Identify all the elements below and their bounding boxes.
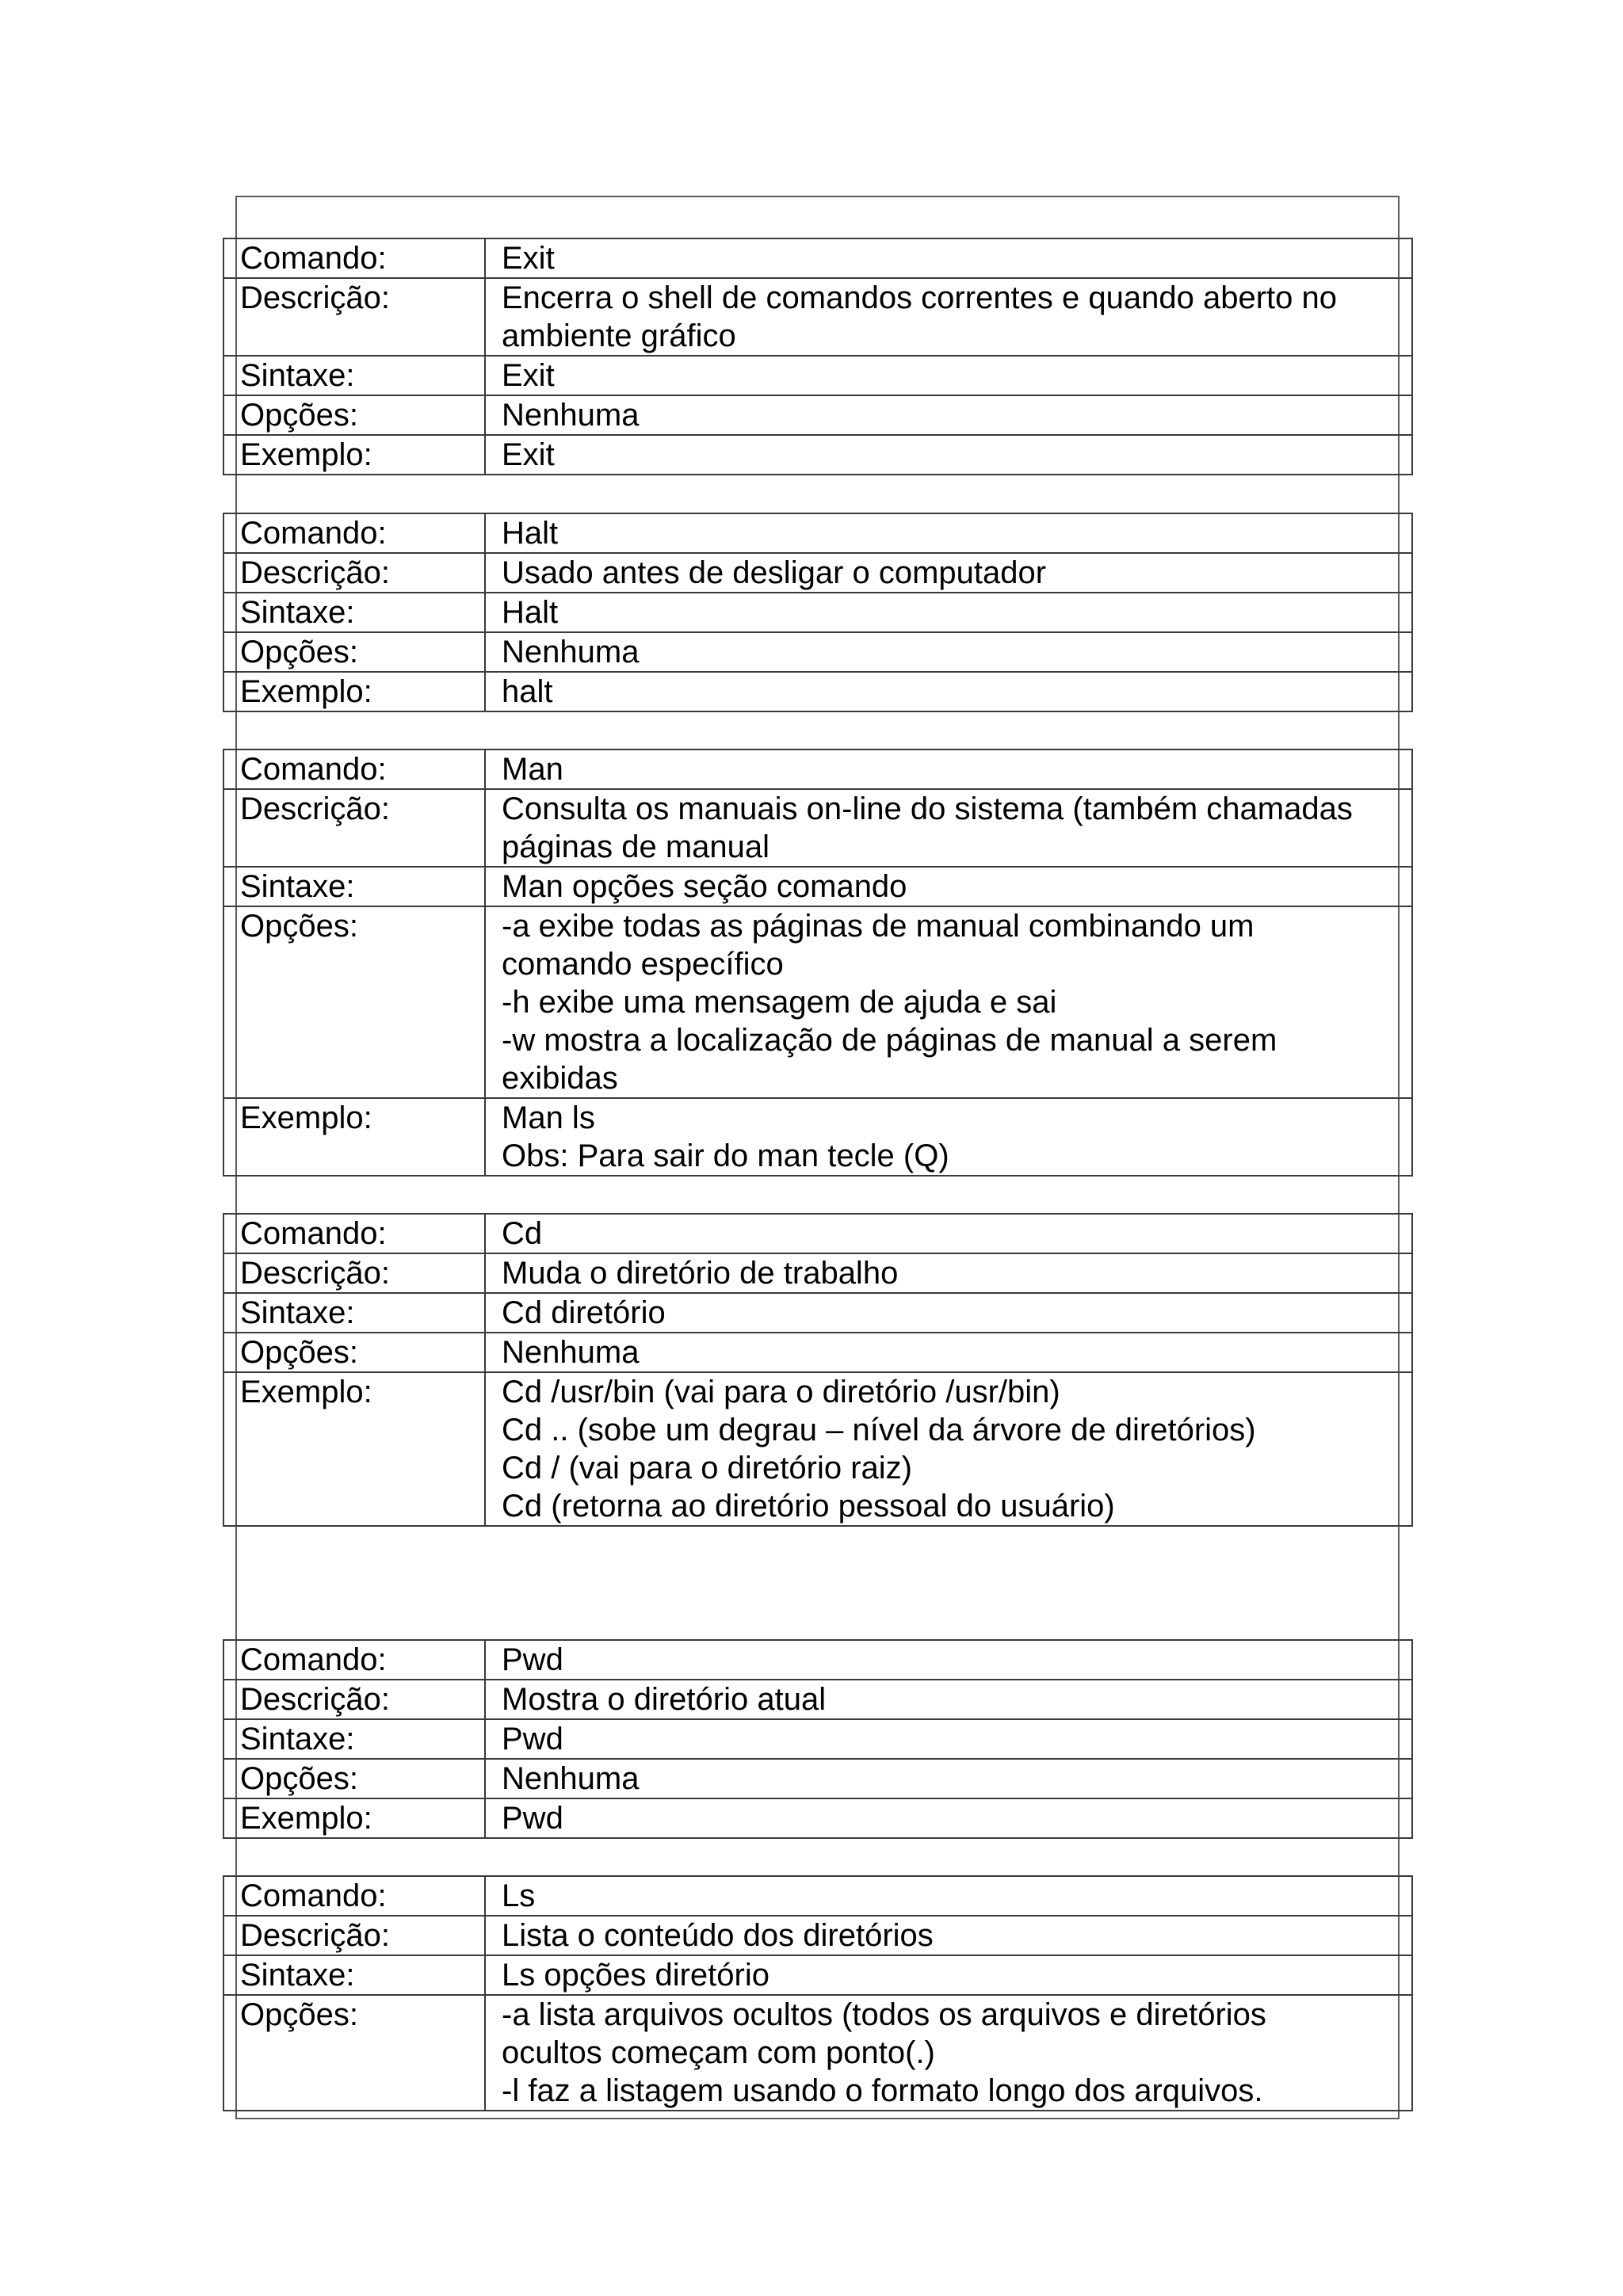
field-value: Exit xyxy=(485,238,1412,278)
field-value: Nenhuma xyxy=(485,1333,1412,1372)
field-value: Nenhuma xyxy=(485,632,1412,672)
field-label: Comando: xyxy=(223,1214,485,1253)
table-row xyxy=(223,1214,1412,1253)
field-label: Comando: xyxy=(223,749,485,789)
field-value: -a exibe todas as páginas de manual combinando um comando específico -h exibe uma mensagem de ajuda e sai -w mostra a localização de páginas de manual a serem exibidas xyxy=(485,906,1412,1098)
table-row xyxy=(223,1798,1412,1838)
field-label: Sintaxe: xyxy=(223,1293,485,1333)
field-label: Descrição: xyxy=(223,789,485,867)
field-label: Descrição: xyxy=(223,553,485,593)
field-value: Mostra o diretório atual xyxy=(485,1680,1412,1719)
field-label: Exemplo: xyxy=(223,1372,485,1526)
table-row xyxy=(223,1253,1412,1293)
table-row xyxy=(223,1955,1412,1995)
command-table-ls xyxy=(223,1875,1413,2111)
field-value: Exit xyxy=(485,356,1412,395)
field-value: Man opções seção comando xyxy=(485,867,1412,906)
table-row xyxy=(223,238,1412,278)
table-row xyxy=(223,1680,1412,1719)
field-label: Descrição: xyxy=(223,1916,485,1955)
field-value: Halt xyxy=(485,593,1412,632)
field-value: Man xyxy=(485,749,1412,789)
table-row xyxy=(223,1876,1412,1916)
field-label: Descrição: xyxy=(223,1253,485,1293)
command-table-man xyxy=(223,749,1413,1177)
field-value: Exit xyxy=(485,435,1412,475)
field-label: Opções: xyxy=(223,1995,485,2111)
field-label: Opções: xyxy=(223,906,485,1098)
table-row xyxy=(223,356,1412,395)
field-label: Comando: xyxy=(223,238,485,278)
field-label: Sintaxe: xyxy=(223,867,485,906)
field-label: Opções: xyxy=(223,632,485,672)
table-row xyxy=(223,1719,1412,1759)
field-value: Consulta os manuais on-line do sistema (também chamadas páginas de manual xyxy=(485,789,1412,867)
field-value: Cd /usr/bin (vai para o diretório /usr/bin) Cd .. (sobe um degrau – nível da árvore de diretórios) Cd / (vai para o diretório raiz) Cd (retorna ao diretório pessoal do usuário) xyxy=(485,1372,1412,1526)
table-row xyxy=(223,553,1412,593)
table-row xyxy=(223,278,1412,356)
table-row xyxy=(223,395,1412,435)
table-row xyxy=(223,749,1412,789)
field-value: Halt xyxy=(485,513,1412,553)
field-label: Descrição: xyxy=(223,1680,485,1719)
field-value: Pwd xyxy=(485,1640,1412,1680)
command-table-halt xyxy=(223,513,1413,712)
table-row xyxy=(223,1333,1412,1372)
field-value: Usado antes de desligar o computador xyxy=(485,553,1412,593)
field-label: Sintaxe: xyxy=(223,1719,485,1759)
table-row xyxy=(223,1995,1412,2111)
command-table-pwd xyxy=(223,1639,1413,1839)
field-value: Nenhuma xyxy=(485,395,1412,435)
table-row xyxy=(223,867,1412,906)
table-row xyxy=(223,1098,1412,1176)
field-value: Cd diretório xyxy=(485,1293,1412,1333)
field-value: halt xyxy=(485,672,1412,711)
field-label: Exemplo: xyxy=(223,1098,485,1176)
field-value: Encerra o shell de comandos correntes e quando aberto no ambiente gráfico xyxy=(485,278,1412,356)
field-value: Lista o conteúdo dos diretórios xyxy=(485,1916,1412,1955)
field-value: Pwd xyxy=(485,1719,1412,1759)
table-row xyxy=(223,1293,1412,1333)
table-row xyxy=(223,632,1412,672)
field-value: Muda o diretório de trabalho xyxy=(485,1253,1412,1293)
table-row xyxy=(223,1916,1412,1955)
field-value: Pwd xyxy=(485,1798,1412,1838)
field-label: Comando: xyxy=(223,513,485,553)
command-table-exit xyxy=(223,238,1413,475)
table-row xyxy=(223,435,1412,475)
table-row xyxy=(223,672,1412,711)
field-value: Cd xyxy=(485,1214,1412,1253)
field-label: Comando: xyxy=(223,1640,485,1680)
field-label: Opções: xyxy=(223,1759,485,1798)
field-value: Ls xyxy=(485,1876,1412,1916)
field-label: Sintaxe: xyxy=(223,593,485,632)
field-label: Exemplo: xyxy=(223,435,485,475)
table-row xyxy=(223,1372,1412,1526)
field-label: Sintaxe: xyxy=(223,356,485,395)
field-label: Opções: xyxy=(223,395,485,435)
field-label: Comando: xyxy=(223,1876,485,1916)
table-row xyxy=(223,513,1412,553)
field-value: Ls opções diretório xyxy=(485,1955,1412,1995)
table-row xyxy=(223,593,1412,632)
field-value: -a lista arquivos ocultos (todos os arquivos e diretórios ocultos começam com ponto(.) -l faz a listagem usando o formato longo dos arquivos. xyxy=(485,1995,1412,2111)
table-row xyxy=(223,906,1412,1098)
table-row xyxy=(223,1759,1412,1798)
field-label: Sintaxe: xyxy=(223,1955,485,1995)
field-label: Descrição: xyxy=(223,278,485,356)
field-value: Nenhuma xyxy=(485,1759,1412,1798)
field-label: Opções: xyxy=(223,1333,485,1372)
table-row xyxy=(223,789,1412,867)
field-label: Exemplo: xyxy=(223,672,485,711)
command-table-cd xyxy=(223,1213,1413,1527)
field-label: Exemplo: xyxy=(223,1798,485,1838)
table-row xyxy=(223,1640,1412,1680)
field-value: Man ls Obs: Para sair do man tecle (Q) xyxy=(485,1098,1412,1176)
